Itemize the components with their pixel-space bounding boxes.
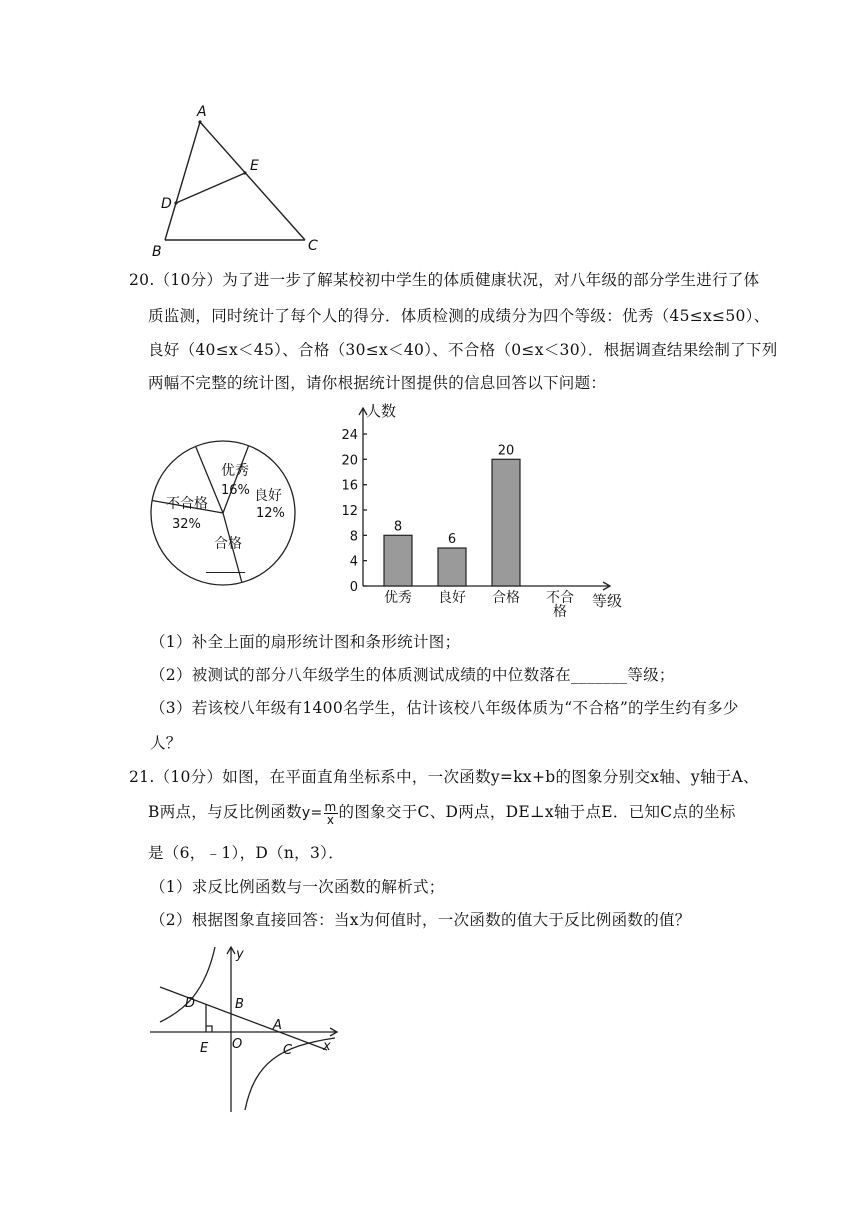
bar-data-label: 6 bbox=[447, 532, 457, 547]
label-D: D bbox=[161, 196, 172, 212]
pie-label-good: 良好 bbox=[254, 488, 282, 504]
y-tick-label: 8 bbox=[349, 529, 358, 545]
pie-label-pass-blank: ______ bbox=[206, 559, 245, 574]
q20-sub2: （2）被测试的部分八年级学生的体质测试成绩的中位数落在_______等级； bbox=[150, 666, 675, 684]
y-tick-label: 4 bbox=[349, 554, 358, 570]
label-A: A bbox=[197, 104, 207, 120]
y-tick-label: 12 bbox=[341, 504, 358, 519]
q21-line3: 是（6，﹣1），D（n，3）． bbox=[148, 844, 344, 862]
q21-sub2: （2）根据图象直接回答：当x为何值时，一次函数的值大于反比例函数的值？ bbox=[150, 911, 691, 929]
coordinate-figure bbox=[145, 942, 345, 1114]
y-tick-label: 0 bbox=[349, 580, 358, 595]
frac-denominator: x bbox=[326, 812, 335, 827]
label-C2: C bbox=[283, 1043, 293, 1058]
bar-1 bbox=[438, 548, 466, 586]
pie-label-excellent-pct: 16% bbox=[221, 483, 250, 498]
q20-sub1: （1）补全上面的扇形统计图和条形统计图； bbox=[150, 633, 461, 651]
label-A2: A bbox=[273, 1018, 282, 1033]
bar-data-label: 20 bbox=[497, 443, 515, 459]
y-axis-title: 人数 bbox=[366, 402, 397, 420]
q20-line4: 两幅不完整的统计图，请你根据统计图提供的信息回答以下问题： bbox=[148, 374, 607, 392]
frac-numerator: m bbox=[324, 799, 337, 814]
pie-label-fail-pct: 32% bbox=[172, 517, 201, 532]
label-B2: B bbox=[235, 997, 244, 1012]
bar-0 bbox=[384, 535, 412, 586]
label-E: E bbox=[250, 158, 259, 174]
q21-line2-post: 的图象交于C、D两点，DE⊥x轴于点E．已知C点的坐标 bbox=[338, 803, 736, 821]
pie-slice-boundary-pass bbox=[223, 446, 249, 513]
label-O: O bbox=[232, 1037, 243, 1052]
y-tick-label: 16 bbox=[341, 478, 358, 494]
q20-sub3b: 人？ bbox=[150, 734, 182, 752]
q20-line2: 质监测，同时统计了每个人的得分．体质检测的成绩分为四个等级：优秀（45≤x≤50）、 bbox=[148, 307, 770, 325]
x-tick-label: 格 bbox=[553, 604, 567, 620]
pie-label-excellent: 优秀 bbox=[221, 463, 249, 479]
q21-line1: 21.（10分）如图，在平面直角坐标系中，一次函数y=kx+b的图象分别交x轴、y轴于A、 bbox=[129, 768, 759, 786]
x-tick-label: 合格 bbox=[492, 590, 520, 606]
fraction-m-over-x bbox=[324, 801, 338, 826]
label-C: C bbox=[308, 238, 318, 254]
label-E2: E bbox=[200, 1041, 209, 1056]
axis-label-y: y bbox=[236, 947, 244, 962]
q21-line2-pre: B两点，与反比例函数 bbox=[148, 803, 302, 821]
q21-line2 bbox=[148, 795, 736, 830]
y-tick-label: 24 bbox=[341, 428, 358, 443]
x-axis-title: 等级 bbox=[592, 592, 623, 610]
triangle-figure bbox=[140, 100, 330, 260]
q20-sub3a: （3）若该校八年级有1400名学生，估计该校八年级体质为“不合格”的学生约有多少 bbox=[150, 699, 739, 717]
bar-2 bbox=[492, 459, 520, 586]
x-tick-label: 优秀 bbox=[384, 590, 412, 606]
label-B: B bbox=[152, 244, 162, 260]
axis-label-x: x bbox=[323, 1039, 331, 1054]
x-tick-label: 不合 bbox=[546, 590, 574, 606]
label-D2: D bbox=[185, 996, 196, 1011]
bar-data-label: 8 bbox=[393, 519, 403, 535]
pie-label-good-pct: 12% bbox=[256, 506, 285, 521]
bar-chart bbox=[340, 400, 640, 622]
pie-label-fail: 不合格 bbox=[166, 496, 208, 512]
x-tick-label: 良好 bbox=[438, 590, 466, 606]
q20-line3: 良好（40≤x＜45）、合格（30≤x＜40）、不合格（0≤x＜30）．根据调查结果绘制了下列 bbox=[148, 341, 778, 359]
inverse-function-formula: y= bbox=[301, 805, 323, 821]
y-tick-label: 20 bbox=[341, 453, 358, 469]
pie-label-pass: 合格 bbox=[214, 536, 242, 552]
q21-sub1: （1）求反比例函数与一次函数的解析式； bbox=[150, 878, 445, 896]
q20-line1: 20.（10分）为了进一步了解某校初中学生的体质健康状况，对八年级的部分学生进行了体 bbox=[129, 271, 760, 289]
pie-chart bbox=[148, 420, 308, 610]
